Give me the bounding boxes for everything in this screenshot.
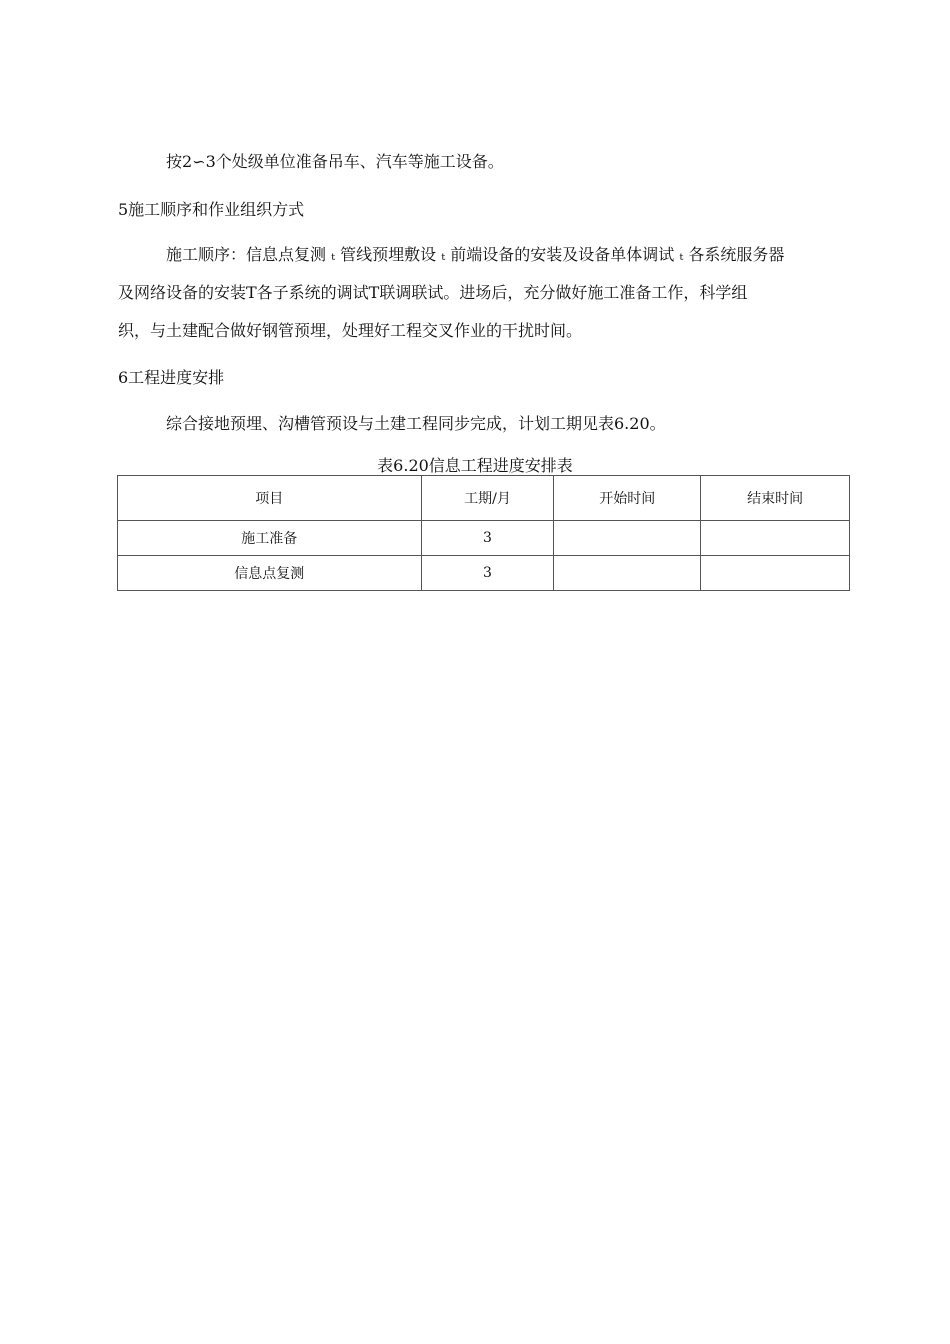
header-end-time: 结束时间 (701, 476, 850, 521)
paragraph-line: 及网络设备的安装T各子系统的调试T联调联试。进场后，充分做好施工准备工作，科学组 (118, 283, 748, 302)
table-caption: 表6.20信息工程进度安排表 (377, 456, 573, 475)
section-6-paragraph: 综合接地预埋、沟槽管预设与土建工程同步完成，计划工期见表6.20。 (166, 414, 666, 433)
table-cell (701, 521, 850, 556)
table-cell: 施工准备 (118, 521, 422, 556)
table-cell (554, 521, 701, 556)
header-start-time: 开始时间 (554, 476, 701, 521)
section-6-heading: 6工程进度安排 (118, 368, 225, 387)
table-cell (554, 556, 701, 591)
table-cell: 3 (421, 521, 554, 556)
schedule-table (117, 475, 850, 591)
table-cell: 3 (421, 556, 554, 591)
table-row (118, 556, 850, 591)
header-duration: 工期/月 (421, 476, 554, 521)
paragraph-line: 织，与土建配合做好钢管预埋，处理好工程交叉作业的干扰时间。 (118, 321, 583, 340)
table-cell (701, 556, 850, 591)
table-row (118, 521, 850, 556)
table-cell: 信息点复测 (118, 556, 422, 591)
equipment-paragraph: 按2∽3个处级单位准备吊车、汽车等施工设备。 (166, 152, 504, 171)
header-item: 项目 (118, 476, 422, 521)
paragraph-line: 施工顺序：信息点复测 ₜ 管线预埋敷设 ₜ 前端设备的安装及设备单体调试 ₜ 各系统服务器 (166, 245, 785, 264)
section-5-paragraph (118, 236, 853, 350)
section-5-heading: 5施工顺序和作业组织方式 (118, 200, 305, 219)
table-header-row (118, 476, 850, 521)
